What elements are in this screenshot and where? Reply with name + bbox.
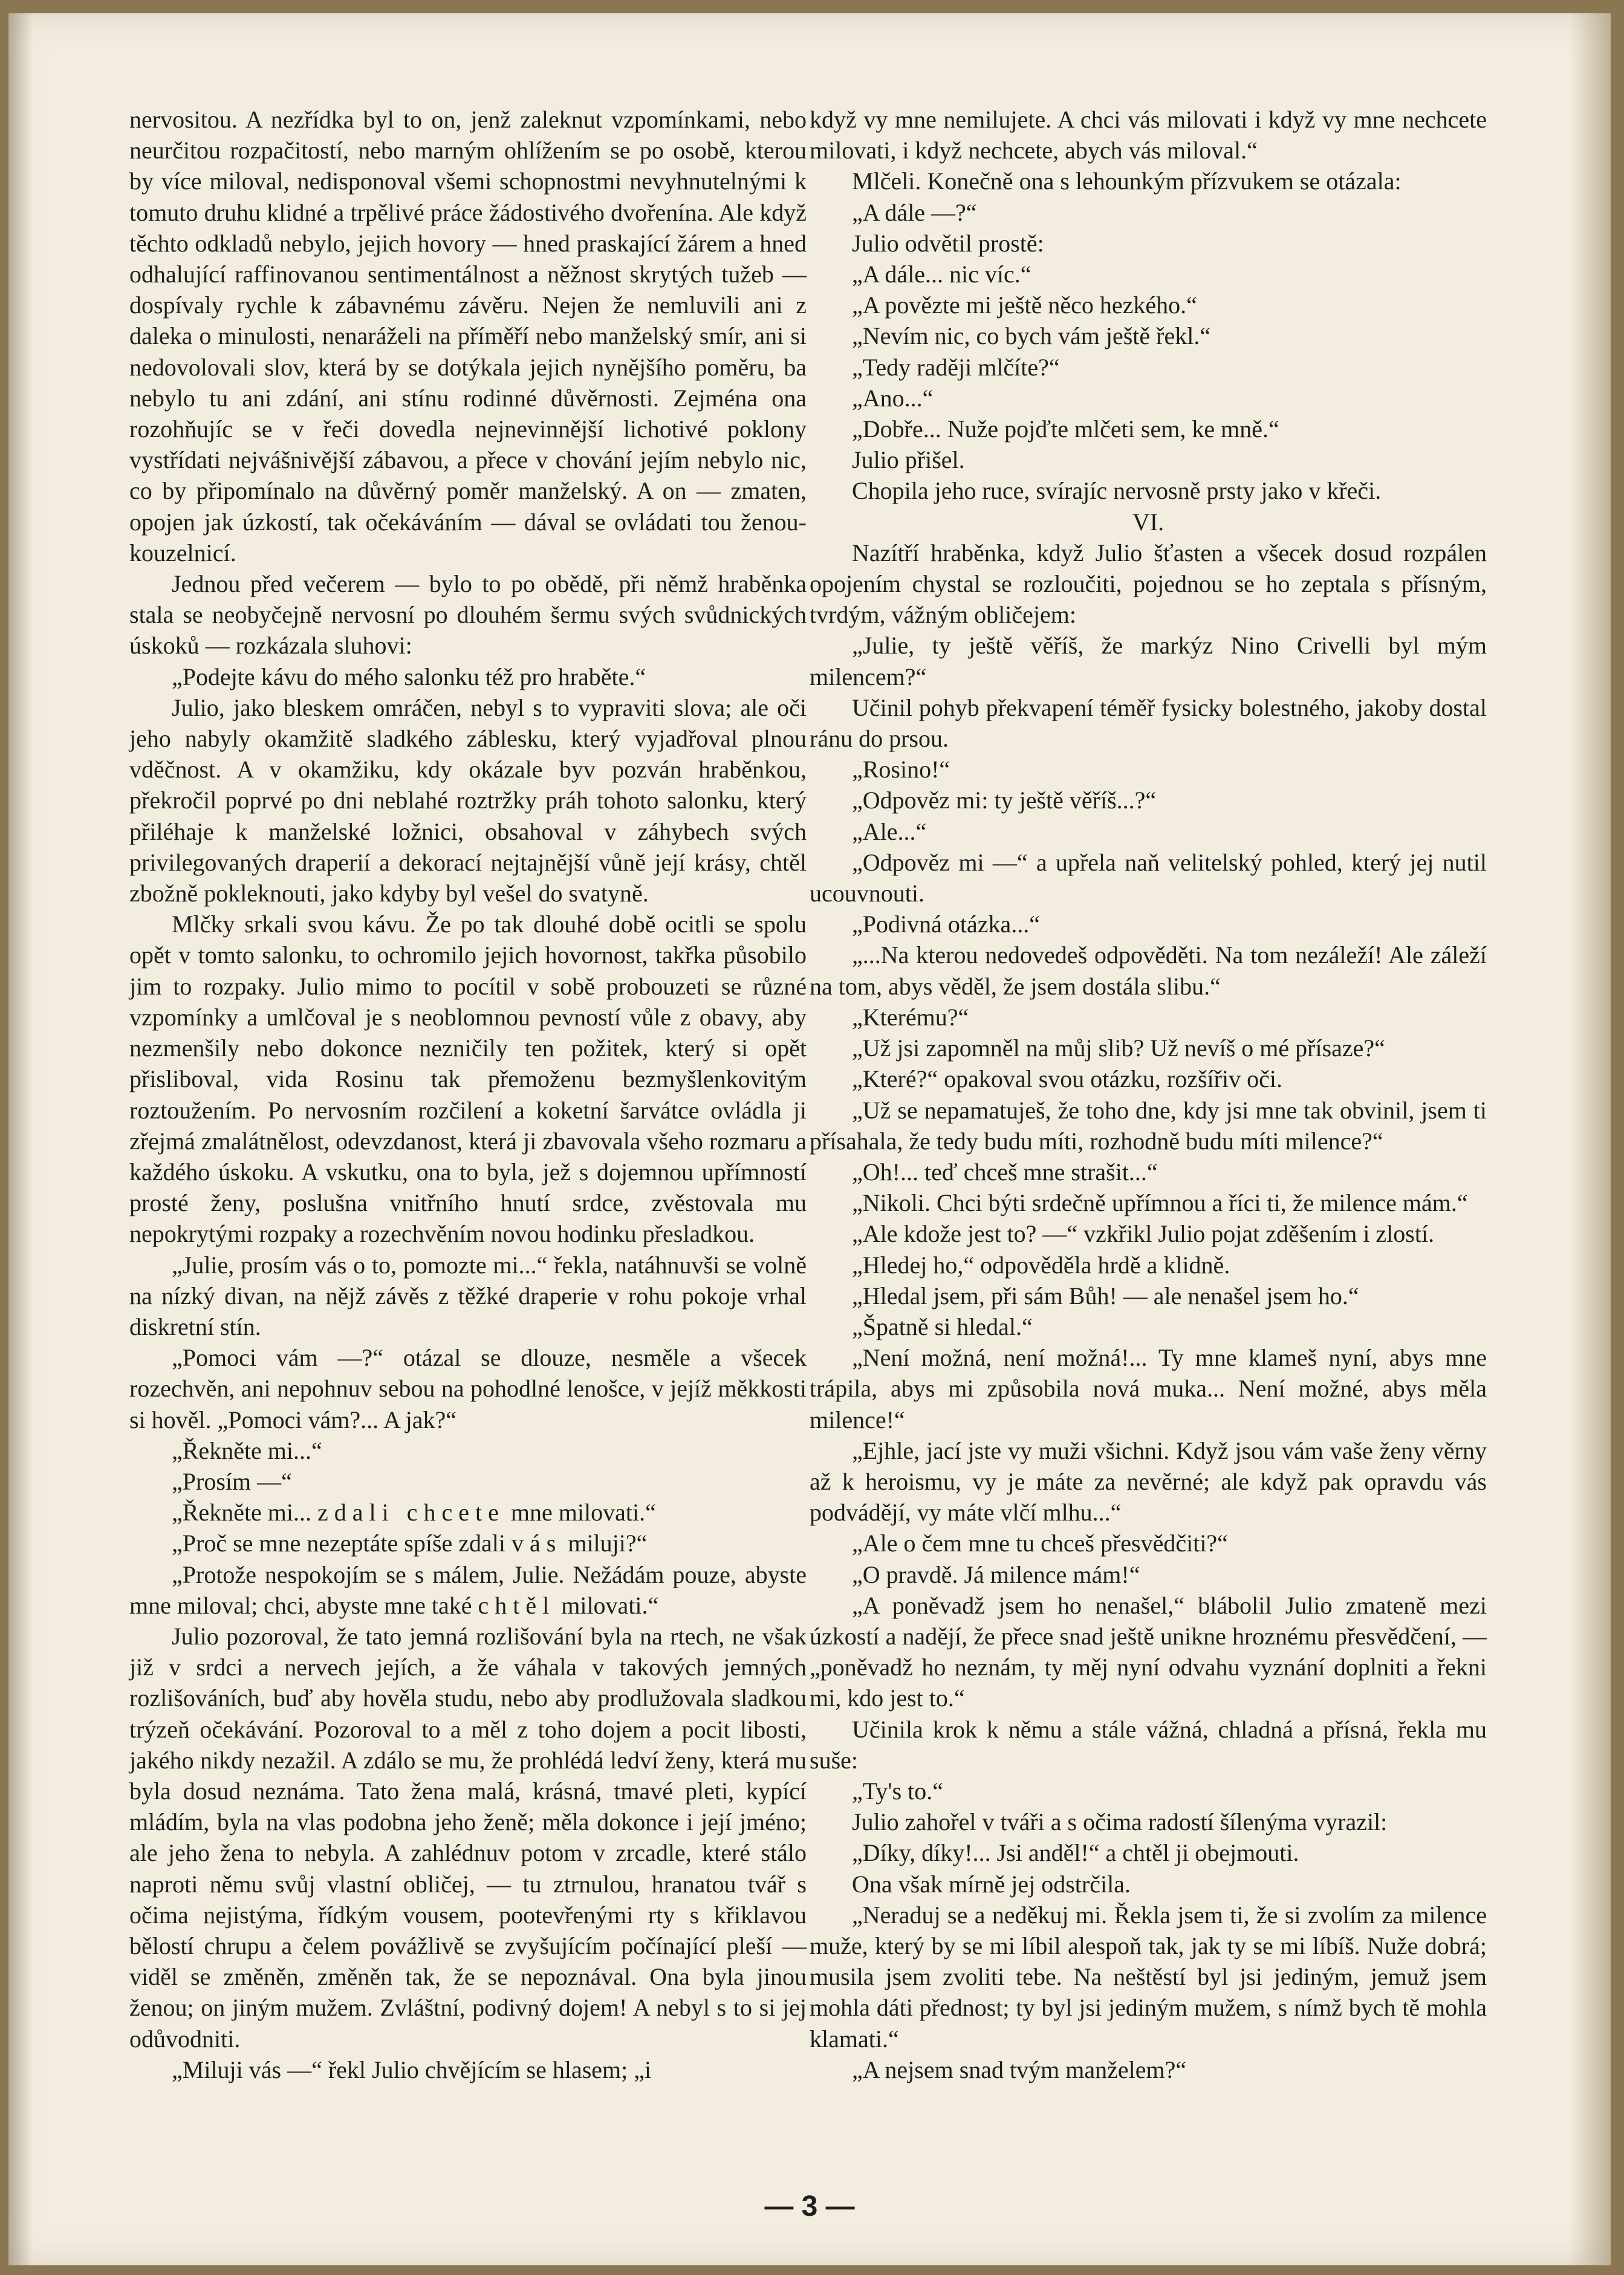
paragraph: „Odpověz mi —“ a upřela naň velitelský pohled, který jej nutil ucouvnouti. [810,848,1487,907]
paragraph: „Řekněte mi...“ [172,1436,322,1464]
paragraph: „Protože nespokojím se s málem, Julie. Nežádám pouze, abyste mne miloval; chci, abyste mne také chtěl milovati.“ [129,1560,807,1619]
paragraph: „Oh!... teď chceš mne strašit...“ [852,1158,1158,1186]
page-gutter-shadow [8,13,33,2265]
paragraph: „Ejhle, jací jste vy muži všichni. Když jsou vám vaše ženy věrny až k heroismu, vy je máte za nevěrné; ale když pak opravdu vás podvádějí, vy máte vlčí mlhu...“ [810,1436,1487,1527]
paragraph: Nazítří hraběnka, když Julio šťasten a všecek dosud rozpálen opojením chystal se rozloučiti, pojednou se ho zeptala s přísným, tvrdým, vážným obličejem: [810,539,1487,629]
paragraph: Mlčeli. Konečně ona s lehounkým přízvukem se otázala: [852,167,1402,195]
paragraph: „Miluji vás —“ řekl Julio chvějícím se hlasem; „i [172,2056,652,2083]
paragraph: „...Na kterou nedovedeš odpověděti. Na tom nezáleží! Ale záleží na tom, abys věděl, že jsem dostála slibu.“ [810,941,1487,1000]
page-number: — 3 — [764,2190,855,2222]
paragraph: Mlčky srkali svou kávu. Že po tak dlouhé době ocitli se spolu opět v tomto salonku, to ochromilo jejich hovornost, takřka působilo jim to rozpaky. Julio mimo to pocítil v sobě probouzeti se různé vzpomínky a umlčoval je s neoblomnou pevností vůle z obavy, aby nezmenšily nebo dokonce nezničily ten požitek, který si opět přisliboval, vida Rosinu tak přemoženu bezmyšlenkovitým roztoužením. Po nervosním rozčilení a koketní šarvátce ovládla ji zřejmá zmalátnělost, odevzdanost, která ji zbavovala všeho rozmaru a každého úskoku. A vskutku, ona to byla, jež s dojemnou upřímností prosté ženy, poslušna vnitřního hnutí srdce, zvěstovala mu nepokrytými rozpaky a rozechvěním novou hodinku přesladkou. [129,910,807,1248]
paragraph: „Proč se mne nezeptáte spíše zdali vás miluji?“ [172,1530,648,1557]
paragraph: „Ale o čem mne tu chceš přesvědčiti?“ [852,1530,1228,1557]
paragraph: Učinila krok k němu a stále vážná, chladná a přísná, řekla mu suše: [810,1715,1487,1774]
paragraph: „Dobře... Nuže pojďte mlčeti sem, ke mně.“ [852,415,1279,443]
paragraph: „A dále... nic víc.“ [852,261,1031,288]
left-text-column [129,104,807,2085]
book-page [8,13,1611,2265]
paragraph: „A nejsem snad tvým manželem?“ [852,2056,1187,2083]
paragraph: Učinil pohyb překvapení téměř fysicky bolestného, jakoby dostal ránu do prsou. [810,693,1487,753]
emphasized-text: chtěl [478,1591,556,1619]
paragraph: „Odpověz mi: ty ještě věříš...?“ [852,787,1157,814]
paragraph: „Řekněte mi... zdali chcete mne milovati.“ [172,1499,656,1527]
paragraph: „Podejte kávu do mého salonku též pro hraběte.“ [172,663,646,690]
paragraph: „Nevím nic, co bych vám ještě řekl.“ [852,322,1211,350]
paragraph: Ona však mírně jej odstrčila. [852,1870,1131,1898]
paragraph: Julio přišel. [852,446,965,474]
page-edge-shadow [1568,13,1611,2265]
paragraph: nervositou. A nezřídka byl to on, jenž zaleknut vzpomínkami, nebo neurčitou rozpačitostí, nebo marným ohlížením se po osobě, kterou by více miloval, nedisponoval všemi schopnostmi nevyhnutelnými k tomuto druhu klidné a trpělivé práce žádostivého dvořenína. Ale když těchto odkladů nebylo, jejich hovory — hned praskající žárem a hned odhalující raffinovanou sentimentálnost a něžnost skrytých tužeb — dospívaly rychle k zábavnému závěru. Nejen že nemluvili ani z daleka o minulosti, nenaráželi na příměří nebo manželský smír, ani si nedovolovali slov, která by se dotýkala jejich nynějšího poměru, ba nebylo tu ani zdání, ani stínu rodinné důvěrnosti. Zejména ona rozohňujíc se v řeči dovedla nejnevinnější lichotivé poklony vystřídati nejvášnivější zábavou, a přece v chování jejím nebylo nic, co by připomínalo na důvěrný poměr manželský. A on — zmaten, opojen jak úzkostí, tak očekáváním — dával se ovládati tou ženou-kouzelnicí. [129,106,807,566]
paragraph: „A poněvadž jsem ho nenašel,“ blábolil Julio zmateně mezi úzkostí a nadějí, že přece snad ještě unikne hroznému přesvědčení, — „poněvadž ho neznám, ty měj nyní odvahu vyznání doplniti a řekni mi, kdo jest to.“ [810,1591,1487,1712]
chapter-heading: VI. [1132,508,1164,536]
paragraph: „Hledal jsem, při sám Bůh! — ale nenašel jsem ho.“ [852,1282,1359,1310]
paragraph: „Pomoci vám —?“ otázal se dlouze, nesměle a všecek rozechvěn, ani nepohnuv sebou na pohodlné lenošce, v jejíž měkkosti si hověl. „Pomoci vám?... A jak?“ [129,1344,807,1433]
right-text-column [810,104,1487,2085]
paragraph: „O pravdě. Já milence mám!“ [852,1560,1140,1588]
paragraph: Jednou před večerem — bylo to po obědě, při němž hraběnka stala se neobyčejně nervosní po dlouhém šermu svých svůdnických úskoků — rozkázala sluhovi: [129,570,807,660]
paragraph: Julio, jako bleskem omráčen, nebyl s to vypraviti slova; ale oči jeho nabyly okamžitě sladkého záblesku, který vyjadřoval plnou vděčnost. A v okamžiku, kdy okázale byv pozván hraběnkou, překročil poprvé po dni neblahé roztržky práh tohoto salonku, který přiléhaje k manželské ložnici, obsahoval v záhybech svých privilegovaných draperií a dekorací nejtajnější vůně její krásy, chtěl zbožně pokleknouti, jako kdyby byl vešel do svatyně. [129,693,807,907]
paragraph: „Špatně si hledal.“ [852,1313,1033,1340]
paragraph: Chopila jeho ruce, svírajíc nervosně prsty jako v křeči. [852,477,1382,505]
paragraph: „Julie, prosím vás o to, pomozte mi...“ řekla, natáhnuvši se volně na nízký divan, na nějž závěs z těžké draperie v rohu pokoje vrhal diskretní stín. [129,1251,807,1340]
paragraph: „Hledej ho,“ odpověděla hrdě a klidně. [852,1251,1230,1279]
paragraph: „Ano...“ [852,384,934,412]
paragraph: „Rosino!“ [852,756,950,784]
paragraph: „Které?“ opakoval svou otázku, rozšířiv oči. [852,1065,1282,1093]
paragraph: když vy mne nemilujete. A chci vás milovati i když vy mne nechcete milovati, i když nechcete, abych vás miloval.“ [810,106,1487,164]
emphasized-text: vás [512,1530,562,1557]
paragraph: „Už se nepamatuješ, že toho dne, kdy jsi mne tak obvinil, jsem ti přísahala, že tedy budu míti, rozhodně budu míti milence?“ [810,1096,1487,1155]
emphasized-text: zdali chcete [317,1499,505,1527]
paragraph: „Ale...“ [852,817,927,845]
paragraph: Julio pozoroval, že tato jemná rozlišování byla na rtech, ne však již v srdci a nervech jejích, a že váhala v takových jemných rozlišováních, buď aby hověla studu, nebo aby prodlužovala sladkou trýzeň očekávání. Pozoroval to a měl z toho dojem a pocit libosti, jakého nikdy nezažil. A zdálo se mu, že prohlédá ledví ženy, která mu byla dosud neznáma. Tato žena malá, krásná, tmavé pleti, kypící mládím, byla na vlas podobna jeho ženě; měla dokonce i její jméno; ale jeho žena to nebyla. A zahlédnuv potom v zrcadle, které stálo naproti němu svůj vlastní obličej, — tu ztrnulou, hranatou tvář s očima nejistýma, řídkým vousem, pootevřenými rty s křiklavou bělostí chrupu a čelem povážlivě se zvyšujícím počínající pleší — viděl se změněn, změněn tak, že se nepoznával. Ona byla jinou ženou; on jiným mužem. Zvláštní, podivný dojem! A nebyl s to si jej odůvodniti. [129,1622,807,2053]
paragraph: „Ty's to.“ [852,1777,944,1805]
paragraph: „Tedy raději mlčíte?“ [852,353,1060,381]
paragraph: „Neraduj se a neděkuj mi. Řekla jsem ti, že si zvolím za milence muže, který by se mi líbil alespoň tak, jak ty se mi líbíš. Nuže dobrá; musila jsem zvoliti tebe. Na neštěstí byl jsi jediným, jemuž jsem mohla dáti přednost; ty byl jsi jediným mužem, s nímž bych tě mohla klamati.“ [810,1901,1487,2053]
paragraph: „Kterému?“ [852,1003,969,1031]
paragraph: „Není možná, není možná!... Ty mne klameš nyní, abys mne trápila, abys mi způsobila nová muka... Není možné, abys měla milence!“ [810,1344,1487,1433]
paragraph: „Nikoli. Chci býti srdečně upřímnou a říci ti, že milence mám.“ [852,1189,1468,1217]
paragraph: „Prosím —“ [172,1467,292,1495]
paragraph: „A dále —?“ [852,198,977,226]
paragraph: „Už jsi zapomněl na můj slib? Už nevíš o mé přísaze?“ [852,1034,1385,1062]
paragraph: „Ale kdože jest to? —“ vzkřikl Julio pojat zděšením i zlostí. [852,1220,1435,1248]
paragraph: „Díky, díky!... Jsi anděl!“ a chtěl ji obejmouti. [852,1839,1299,1867]
paragraph: Julio odvětil prostě: [852,229,1044,257]
paragraph: „Podivná otázka...“ [852,910,1040,938]
paragraph: „Julie, ty ještě věříš, že markýz Nino Crivelli byl mým milencem?“ [810,632,1487,690]
paragraph: Julio zahořel v tváři a s očima radostí šílenýma vyrazil: [852,1808,1388,1836]
paragraph: „A povězte mi ještě něco hezkého.“ [852,291,1197,319]
